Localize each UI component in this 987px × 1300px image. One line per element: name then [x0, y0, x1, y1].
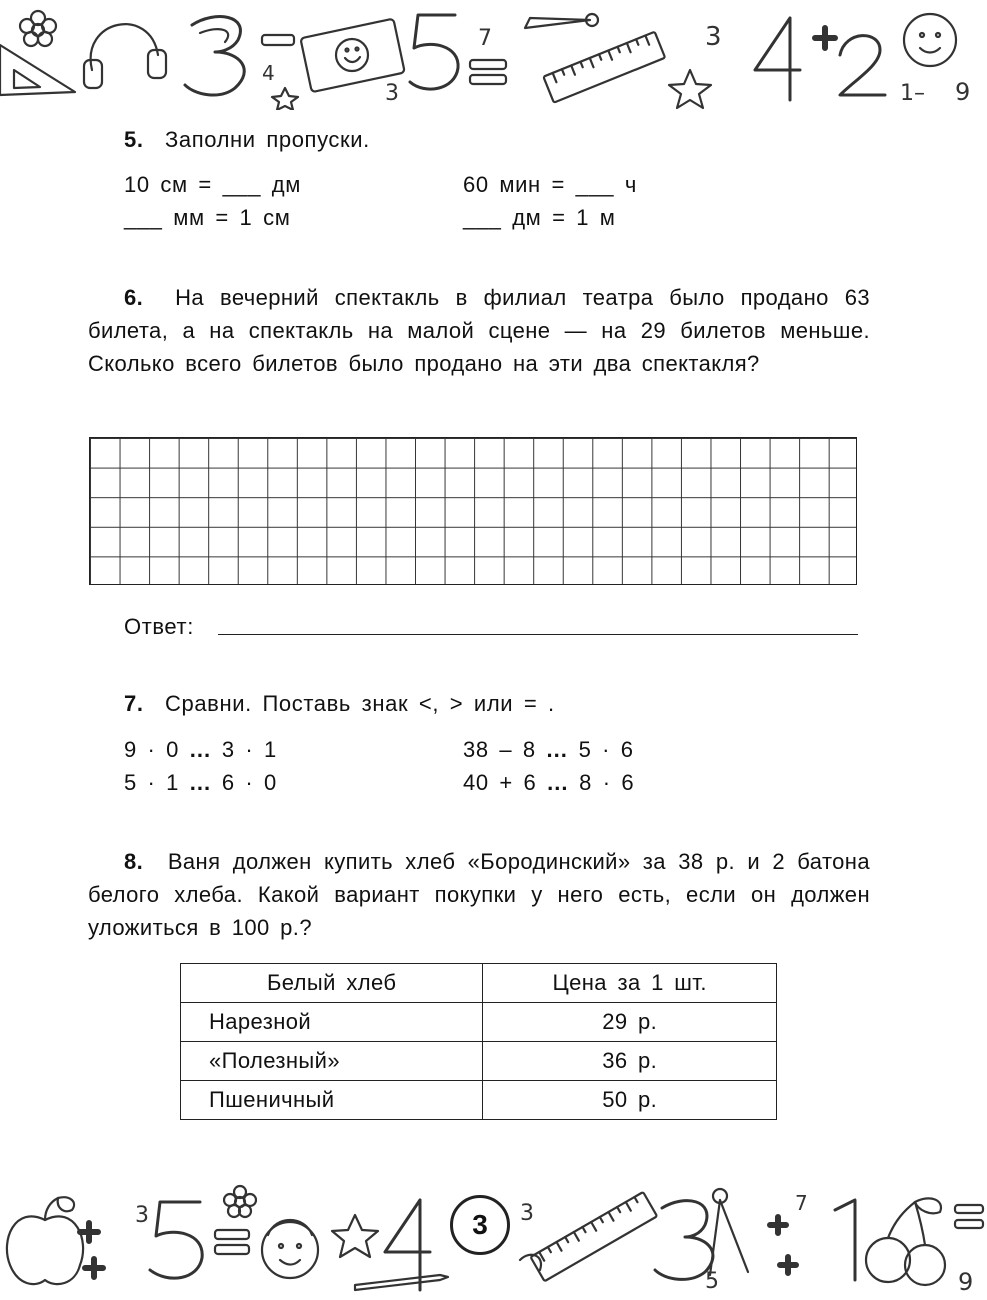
table-cell: 36 р.: [483, 1042, 777, 1081]
compare-left: 9 · 0: [124, 737, 180, 762]
boy-face-doodle-icon: [262, 1220, 318, 1278]
flower-doodle-icon: [20, 11, 56, 46]
compare-blank[interactable]: ...: [189, 770, 212, 795]
task6-number: 6.: [124, 285, 144, 310]
compare-row: [124, 770, 277, 796]
svg-text:3: 3: [135, 1203, 149, 1228]
svg-text:1–: 1–: [900, 81, 925, 106]
task7-title: Сравни. Поставь знак <, > или = .: [165, 691, 555, 716]
task5-line: ___ мм = 1 см: [124, 205, 291, 230]
task5-line: 10 см = ___ дм: [124, 172, 301, 197]
table-cell: 50 р.: [483, 1081, 777, 1120]
task6-answer-line[interactable]: [218, 634, 858, 635]
table-row: [181, 1042, 777, 1081]
compare-blank[interactable]: ...: [547, 770, 569, 795]
compare-right: 5 · 6: [578, 737, 634, 762]
task7-number: 7.: [124, 691, 144, 716]
task5-title: Заполни пропуски.: [165, 127, 370, 152]
table-cell: 29 р.: [483, 1003, 777, 1042]
compare-left: 38 – 8: [463, 737, 536, 762]
svg-text:4: 4: [262, 61, 275, 85]
headphones-doodle-icon: [84, 24, 166, 88]
compare-row: [124, 737, 277, 763]
task5-heading: [124, 127, 370, 153]
svg-text:3: 3: [385, 81, 399, 106]
bread-price-table: [180, 963, 777, 1120]
compare-row: [463, 737, 634, 763]
task6-text: На вечерний спектакль в филиал театра было продано 63 билета, а на спектакль на малой сцене — на 29 билетов меньше. Сколько всего билетов было продано на эти два спектакля?: [88, 285, 870, 376]
compare-right: 3 · 1: [221, 737, 277, 762]
smiley-face-doodle-icon: [904, 14, 956, 66]
task8-number: 8.: [124, 849, 144, 874]
compare-blank[interactable]: ...: [546, 737, 568, 762]
apple-doodle-icon: [7, 1197, 83, 1284]
task5-line: 60 мин = ___ ч: [463, 172, 637, 197]
task5-line: ___ дм = 1 м: [463, 205, 616, 230]
cherries-doodle-icon: [866, 1198, 945, 1285]
table-cell: Нарезной: [181, 1003, 483, 1042]
svg-text:7: 7: [795, 1191, 808, 1215]
task8-paragraph: [88, 845, 870, 944]
svg-text:3: 3: [520, 1201, 534, 1226]
table-header: Цена за 1 шт.: [483, 964, 777, 1003]
task6-answer-label: Ответ:: [124, 614, 194, 639]
task5-number: 5.: [124, 127, 144, 152]
compare-left: 5 · 1: [124, 770, 180, 795]
svg-text:9: 9: [955, 78, 971, 106]
table-header: Белый хлеб: [181, 964, 483, 1003]
table-cell: «Полезный»: [181, 1042, 483, 1081]
svg-text:3: 3: [705, 22, 722, 52]
table-row: [181, 1081, 777, 1120]
flower-doodle-icon: [224, 1186, 256, 1217]
answer-grid[interactable]: [89, 437, 857, 585]
svg-text:7: 7: [478, 26, 492, 51]
page-number: 3: [450, 1195, 510, 1255]
compare-left: 40 + 6: [463, 770, 537, 795]
compare-row: [463, 770, 634, 796]
task7-heading: [124, 691, 555, 717]
svg-text:9: 9: [958, 1268, 974, 1296]
compare-right: 6 · 0: [221, 770, 277, 795]
compare-right: 8 · 6: [579, 770, 635, 795]
top-doodle-band: [0, 0, 987, 110]
task8-text: Ваня должен купить хлеб «Бородинский» за 38 р. и 2 батона белого хлеба. Какой вариант покупки у него есть, если он должен уложиться в 100 р.?: [88, 849, 870, 940]
table-row: [181, 1003, 777, 1042]
compare-blank[interactable]: ...: [189, 737, 212, 762]
table-cell: Пшеничный: [181, 1081, 483, 1120]
task6-paragraph: [88, 281, 870, 380]
svg-text:5: 5: [705, 1269, 719, 1294]
table-header-row: [181, 964, 777, 1003]
